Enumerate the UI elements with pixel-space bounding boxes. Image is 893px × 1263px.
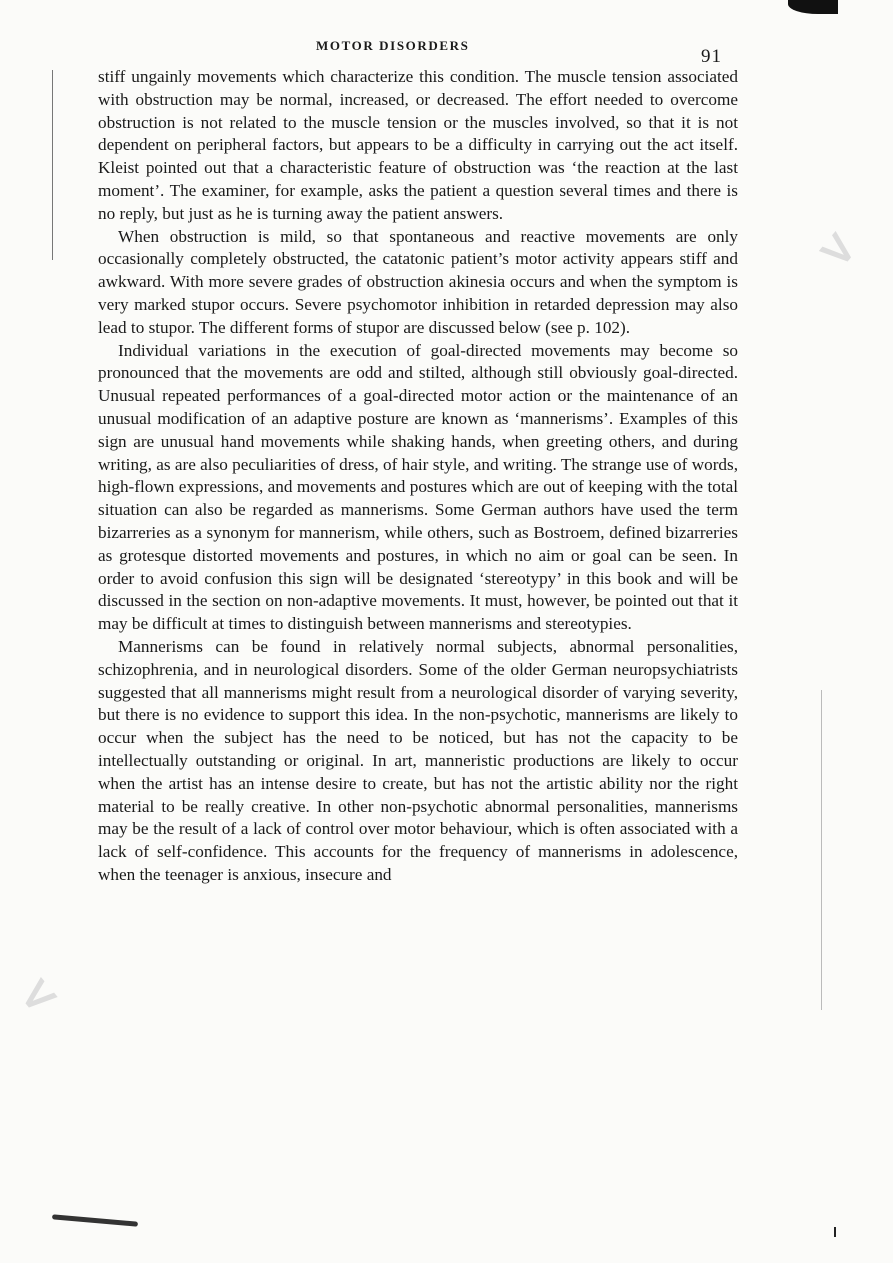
margin-pencil-mark-left	[52, 70, 53, 260]
paragraph-1: stiff ungainly movements which characterize this condition. The muscle tension associated with obstruction may be normal, increased, or decreased. The effort needed to overcome obstruction is not related to the muscle tension or the muscles involved, so that it is not dependent on peripheral factors, but appears to be a difficulty in carrying out the act itself. Kleist pointed out that a characteristic feature of obstruction was ‘the reaction at the last moment’. The examiner, for example, asks the patient a question several times and there is no reply, but just as he is turning away the patient answers.	[98, 67, 738, 223]
scan-shadow-bottom	[52, 1214, 138, 1226]
page-number: 91	[701, 46, 722, 67]
margin-pencil-mark-right	[821, 690, 822, 1010]
paragraph-4: Mannerisms can be found in relatively normal subjects, abnormal personalities, schizophrenia, and in neurological disorders. Some of the older German neuropsychiatrists suggested that all mannerisms might result from a neurological disorder of varying severity, but there is no evidence to support this idea. In the non-psychotic, mannerisms are likely to occur when the subject has the need to be noticed, but has not the capacity to be intellectually outstanding or original. In art, manneristic productions are likely to occur when the artist has an intense desire to create, but has not the artistic ability nor the right material to be really creative. In other non-psychotic abnormal personalities, mannerisms may be the result of a lack of control over motor behaviour, which is often associated with a lack of self-confidence. This accounts for the frequency of mannerisms in adolescence, when the teenager is anxious, insecure and	[98, 636, 738, 884]
scan-shadow-top	[788, 0, 838, 14]
paragraph-3: Individual variations in the execution of goal-directed movements may become so pronounced that the movements are odd and stilted, although still obviously goal-directed. Unusual repeated performances of a goal-directed motor action or the maintenance of an unusual modification of an adaptive posture are known as ‘mannerisms’. Examples of this sign are unusual hand movements while shaking hands, when greeting others, and during writing, as are also peculiarities of dress, of hair style, and writing. The strange use of words, high-flown expressions, and movements and postures which are out of keeping with the total situation can also be regarded as mannerisms. Some German authors have used the term bizarreries as a synonym for mannerism, while others, such as Bostroem, defined bizarreries as grotesque distorted movements and postures, in which no aim or goal can be seen. In order to avoid confusion this sign will be designated ‘stereotypy’ in this book and will be discussed in the section on non-adaptive movements. It must, however, be pointed out that it may be difficult at times to distinguish between mannerisms and stereotypies.	[98, 340, 738, 634]
corner-mark	[834, 1227, 836, 1237]
body-text	[98, 66, 738, 887]
page-header	[0, 38, 893, 67]
watermark-left: <	[5, 961, 70, 1029]
watermark-right: >	[807, 215, 872, 283]
paragraph-2: When obstruction is mild, so that spontaneous and reactive movements are only occasionally completely obstructed, the catatonic patient’s motor activity appears stiff and awkward. With more severe grades of obstruction akinesia occurs and when the symptom is very marked stupor occurs. Severe psychomotor inhibition in retarded depression may also lead to stupor. The different forms of stupor are discussed below (see p. 102).	[98, 226, 738, 337]
running-head: MOTOR DISORDERS	[316, 38, 470, 53]
